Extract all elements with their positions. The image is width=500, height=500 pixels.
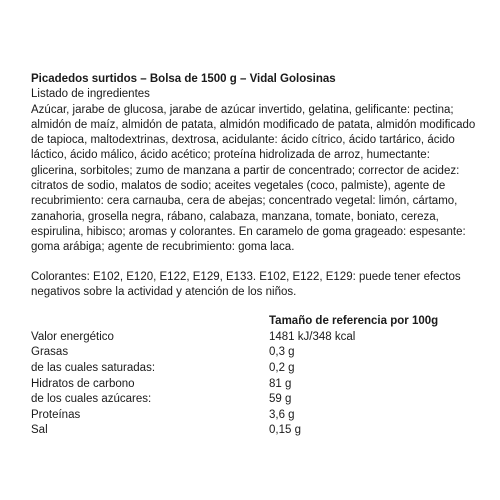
table-row [31,392,438,408]
nutrient-value: 59 g [269,393,292,406]
table-row [31,408,438,424]
table-row [31,330,438,346]
nutrient-value: 0,15 g [269,424,301,437]
colorants-text: Colorantes: E102, E120, E122, E129, E133. E102, E122, E129: puede tener efectos negativos sobre la actividad y atención de los niños. [31,270,461,298]
ingredients-text: Azúcar, jarabe de glucosa, jarabe de azúcar invertido, gelatina, gelificante: pectina; almidón de maíz, almidón de patata, almidón modificado de patata, almidón modificado de tapioca, maltodextrinas, dextrosa, acidulante: ácido cítrico, ácido tartárico, ácido láctico, ácido málico, ácido acético; proteína hidrolizada de arroz, humectante: glicerina, sorbitoles; zumo de manzana a partir de concentrado; corrector de acidez: citratos de sodio, malatos de sodio; aceites vegetales (coco, palmiste), agente de recubrimiento: cera carnauba, cera de abejas; concentrado vegetal: limón, cártamo, zanahoria, grosella negra, rábano, calabaza, manzana, tomate, boniato, cereza, espirulina, hibisco; aromas y colorantes. En caramelo de goma grageado: espesante: goma arábiga; agente de recubrimiento: goma laca. [31,103,476,254]
nutrition-header-spacer [31,314,269,330]
table-row [31,423,438,439]
nutrient-name: Valor energético [31,330,114,343]
nutrition-header: Tamaño de referencia por 100g [269,315,439,328]
nutrient-name: de los cuales azúcares: [31,393,152,406]
nutrition-table [31,314,438,439]
nutrient-value: 0,3 g [269,346,295,359]
nutrient-name: Grasas [31,346,69,359]
product-sheet [31,72,476,439]
nutrient-value: 0,2 g [269,361,295,374]
table-row [31,345,438,361]
nutrient-value: 3,6 g [269,408,295,421]
nutrient-name: Proteínas [31,408,81,421]
nutrient-value: 81 g [269,377,292,390]
nutrient-name: Sal [31,424,48,437]
nutrient-value: 1481 kJ/348 kcal [269,330,356,343]
table-row [31,377,438,393]
ingredients-heading: Listado de ingredientes [31,88,150,101]
nutrition-header-row [31,314,438,330]
nutrient-name: Hidratos de carbono [31,377,135,390]
product-title: Picadedos surtidos – Bolsa de 1500 g – Vidal Golosinas [31,73,336,85]
nutrient-name: de las cuales saturadas: [31,361,156,374]
table-row [31,361,438,377]
